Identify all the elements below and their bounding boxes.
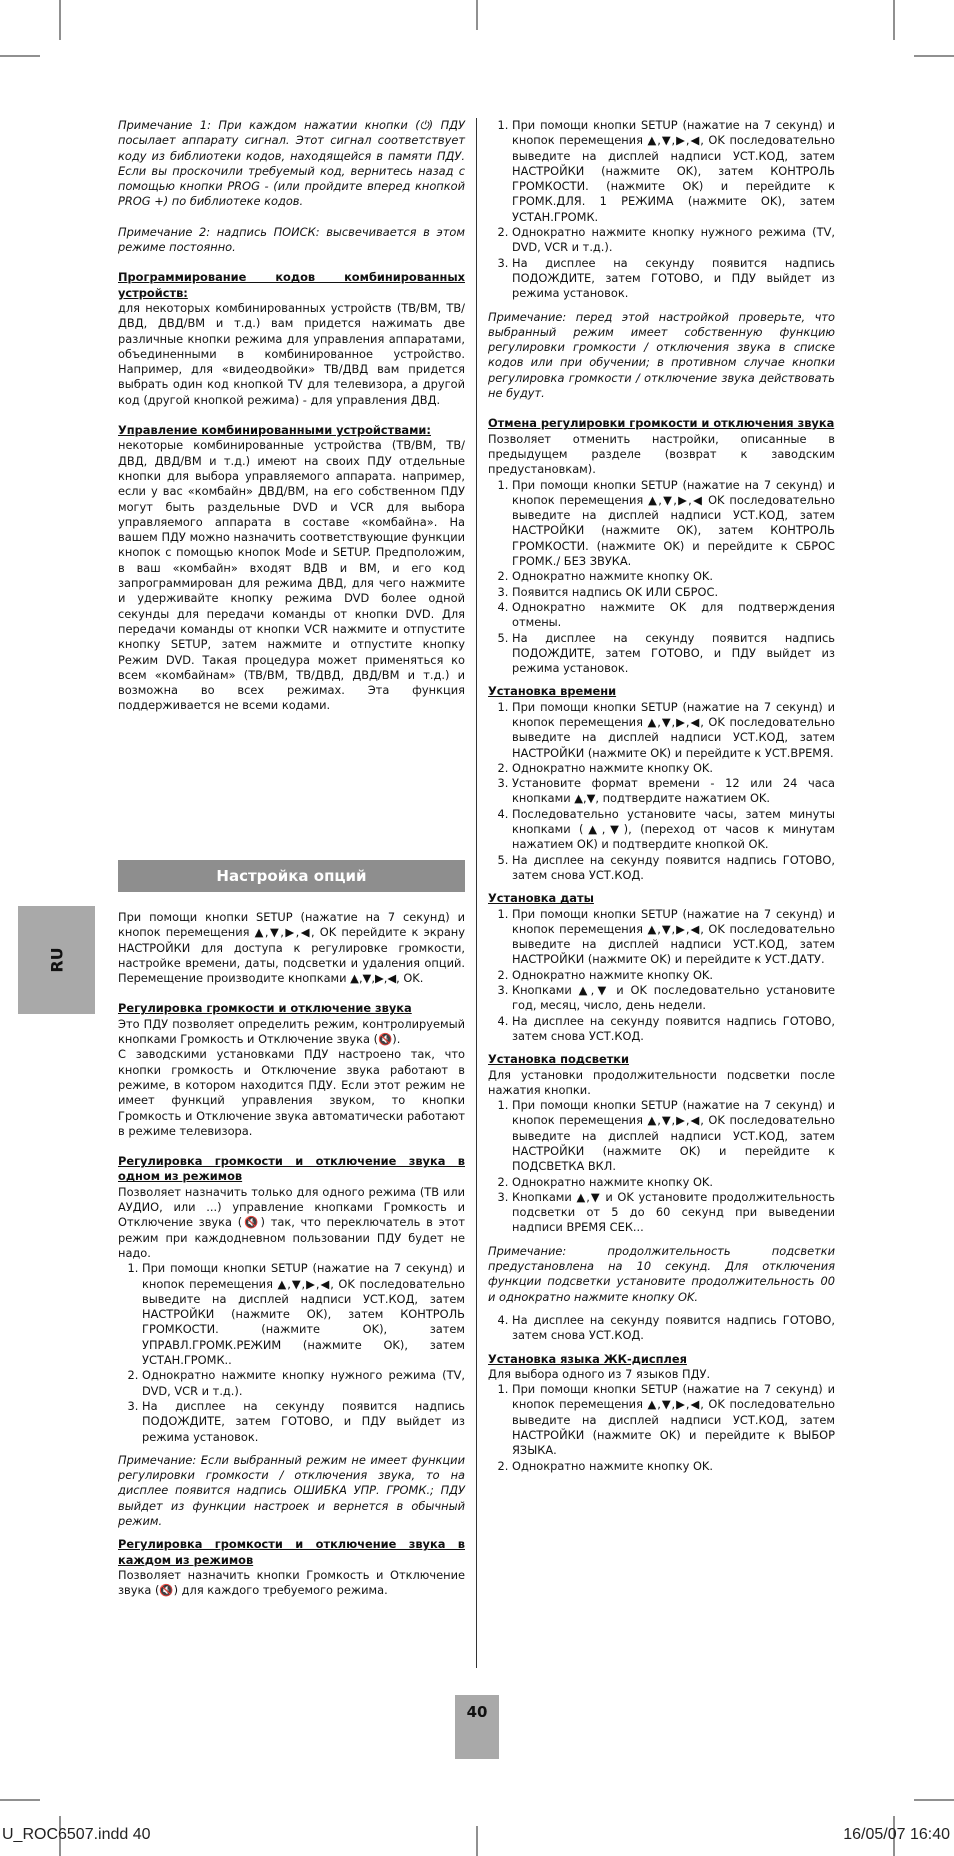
- vol-heading: Регулировка громкости и отключение звука: [118, 1001, 412, 1016]
- combo-ctrl-heading: Управление комбинированными устройствами:: [118, 423, 431, 438]
- list-item: 2. Однократно нажмите кнопку OK.: [512, 761, 835, 776]
- list-item: 4. На дисплее на секунду появится надпись ГОТОВО, затем снова УСТ.КОД.: [512, 1313, 835, 1344]
- list-item: 2. Однократно нажмите кнопку OK.: [512, 569, 835, 584]
- list-item: 1. При помощи кнопки SETUP (нажатие на 7 секунд) и кнопок перемещения ▲,▼,▶,◀, OK последовательно выведите на дисплей надписи УСТ.КОД, затем НАСТРОЙКИ (нажмите OK) и перейдите к УСТ.ВРЕМЯ.: [512, 700, 835, 761]
- note-1: Примечание 1: При каждом нажатии кнопки (⏻) ПДУ посылает аппарату сигнал. Этот сигнал соответствует коду из библиотеки кодов, находящейся в памяти ПДУ. Если вы проскочили требуемый код, вернитесь назад с помощью кнопки PROG - (или пройдите вперед кнопкой PROG +) по библиотеке кодов.: [118, 118, 465, 209]
- one-mode-note: Примечание: Если выбранный режим не имеет функции регулировки громкости / отключения звука, то на дисплее появится надпись ОШИБКА УПР. ГРОМК.; ПДУ выйдет из функции настроек и вернется в обычный режим.: [118, 1452, 465, 1528]
- list-item: 3. Появится надпись OK ИЛИ СБРОС.: [512, 585, 835, 600]
- date-heading: Установка даты: [488, 891, 594, 906]
- list-item: 4. На дисплее на секунду появится надпись ГОТОВО, затем снова УСТ.КОД.: [512, 1014, 835, 1045]
- cancel-steps: [488, 478, 835, 677]
- each-mode-note: Примечание: перед этой настройкой проверьте, что выбранный режим имеет собственную функцию регулировки громкости / отключения звука в списке кодов или при обучении; в противном случае кнопки регулировка громкости / отключение звука действовать не будут.: [488, 309, 835, 401]
- combo-ctrl-text: некоторые комбинированные устройства (ТВ/ВМ, ТВ/ДВД, ДВД/ВМ и т.д.) имеют на своих ПДУ отдельные кнопки для выбора управляемого аппарата. например, если у вас «комбайн» ДВД/ВМ, на его собственном ПДУ могут быть раздельные DVD и VCR для выбора управляемого аппарата в составе «комбайна». На вашем ПДУ можно назначить соответствующие функции кнопок с помощью кнопок Mode и SETUP. Предположим, в ваш «комбайн» входят ВДВ и ВМ, и его код запрограммирован для режима ДВД, для чего нажмите и удерживайте кнопку режима DVD более одной секунды для передачи команды от кнопки DVD. Для передачи команды от кнопки VCR нажмите и отпустите кнопку SETUP, затем нажмите и отпустите кнопку Режим DVD. Такая процедура может применяться ко всем «комбайнам» (ТВ/ВМ, ТВ/ДВД, ДВД/ВМ и т.д.) и возможна во всех режимах. Эта функция поддерживается не всеми кодами.: [118, 438, 465, 713]
- footer-timestamp: 16/05/07 16:40: [843, 1826, 950, 1843]
- one-mode-heading: Регулировка громкости и отключение звука в одном из режимов: [118, 1154, 465, 1184]
- language-heading: Установка языка ЖК-дисплея: [488, 1351, 687, 1366]
- each-mode-heading: Регулировка громкости и отключение звука в каждом из режимов: [118, 1537, 465, 1567]
- combo-prog-text: для некоторых комбинированных устройств (ТВ/ВМ, ТВ/ДВД, ДВД/ВМ и т.д.) вам придется нажимать две различные кнопки режима для управления аппаратами, объединенными в комбинированное устройство. Например, для «видеодвойки» ТВ/ДВД вам придется выбрать один код кнопкой TV для телевизора, а другой код (другой кнопкой режима) - для управления ДВД.: [118, 300, 465, 407]
- one-mode-text: Позволяет назначить только для одного режима (ТВ или АУДИО, или ...) управление кнопками Громкость и Отключение звука (🔇) так, что переключатель в этот режим при каждодневном пользовании ПДУ будет не надо.: [118, 1184, 465, 1260]
- list-item: 2. Однократно нажмите кнопку OK.: [512, 1459, 835, 1474]
- note-2: Примечание 2: надпись ПОИСК: высвечивается в этом режиме постоянно.: [118, 224, 465, 255]
- list-item: 4. Однократно нажмите OK для подтверждения отмены.: [512, 600, 835, 631]
- list-item: 5. На дисплее на секунду появится надпись ПОДОЖДИТЕ, затем ГОТОВО, и ПДУ выйдет из режима установок.: [512, 631, 835, 677]
- language-tab-label: RU: [47, 947, 66, 973]
- language-text: Для выбора одного из 7 языков ПДУ.: [488, 1366, 711, 1381]
- column-divider: [476, 118, 477, 1668]
- right-column: [488, 118, 835, 1474]
- list-item: 3. На дисплее на секунду появится надпись ПОДОЖДИТЕ, затем ГОТОВО, и ПДУ выйдет из режима установок.: [512, 256, 835, 302]
- list-item: 5. На дисплее на секунду появится надпись ГОТОВО, затем снова УСТ.КОД.: [512, 853, 835, 884]
- list-item: 1. При помощи кнопки SETUP (нажатие на 7 секунд) и кнопок перемещения ▲,▼,▶,◀, OK последовательно выведите на дисплей надписи УСТ.КОД, затем НАСТРОЙКИ (нажмите OK), затем КОНТРОЛЬ ГРОМКОСТИ. (нажмите OK), затем УПРАВЛ.ГРОМК.РЕЖИМ (нажмите OK), затем УСТАН.ГРОМК..: [142, 1261, 465, 1368]
- list-item: 2. Однократно нажмите кнопку нужного режима (TV, DVD, VCR и т.д.).: [142, 1368, 465, 1399]
- time-steps: [488, 700, 835, 884]
- backlight-steps: [488, 1098, 835, 1236]
- page-number: 40: [466, 1703, 488, 1721]
- page-number-box: [455, 1695, 499, 1759]
- time-heading: Установка времени: [488, 684, 617, 699]
- list-item: 1. При помощи кнопки SETUP (нажатие на 7 секунд) и кнопок перемещения ▲,▼,▶,◀ OK последовательно выведите на дисплей надписи УСТ.КОД, затем НАСТРОЙКИ (нажмите OK), затем КОНТРОЛЬ ГРОМКОСТИ. (нажмите OK) и перейдите к СБРОС ГРОМК./ БЕЗ ЗВУКА.: [512, 478, 835, 570]
- list-item: 1. При помощи кнопки SETUP (нажатие на 7 секунд) и кнопок перемещения ▲,▼,▶,◀, OK последовательно выведите на дисплей надписи УСТ.КОД, затем НАСТРОЙКИ (нажмите OK), затем КОНТРОЛЬ ГРОМКОСТИ. (нажмите OK) и перейдите к ГРОМК.ДЛЯ. 1 РЕЖИМА (нажмите OK), затем УСТАН.ГРОМК.: [512, 118, 835, 225]
- section-banner: Настройка опций: [118, 860, 465, 892]
- list-item: 1. При помощи кнопки SETUP (нажатие на 7 секунд) и кнопок перемещения ▲,▼,▶,◀, OK последовательно выведите на дисплей надписи УСТ.КОД, затем НАСТРОЙКИ (нажмите OK) и перейдите к ПОДСВЕТКА ВКЛ.: [512, 1098, 835, 1174]
- list-item: 3. Кнопками ▲,▼ и OK установите продолжительность подсветки от 5 до 60 секунд при выведении надписи ВРЕМЯ СЕК...: [512, 1190, 835, 1236]
- list-item: 2. Однократно нажмите кнопку нужного режима (TV, DVD, VCR и т.д.).: [512, 225, 835, 256]
- list-item: 1. При помощи кнопки SETUP (нажатие на 7 секунд) и кнопок перемещения ▲,▼,▶,◀, OK последовательно выведите на дисплей надписи УСТ.КОД, затем НАСТРОЙКИ (нажмите OK) и перейдите к ВЫБОР ЯЗЫКА.: [512, 1382, 835, 1458]
- one-mode-steps: [118, 1261, 465, 1445]
- vol-text-1: Это ПДУ позволяет определить режим, контролируемый кнопками Громкость и Отключение звука (🔇).: [118, 1016, 465, 1047]
- backlight-text: Для установки продолжительности подсветки после нажатия кнопки.: [488, 1067, 835, 1097]
- date-steps: [488, 907, 835, 1045]
- list-item: 4. Последовательно установите часы, затем минуты кнопками (▲,▼), (переход от часов к минутам нажатием OK) и подтвердите кнопкой OK.: [512, 807, 835, 853]
- list-item: 3. Кнопками ▲,▼ и OK последовательно установите год, месяц, число, день недели.: [512, 983, 835, 1014]
- backlight-heading: Установка подсветки: [488, 1052, 630, 1067]
- cancel-heading: Отмена регулировки громкости и отключения звука: [488, 416, 835, 431]
- options-intro: При помощи кнопки SETUP (нажатие на 7 секунд) и кнопок перемещения ▲,▼,▶,◀, OK перейдите к экрану НАСТРОЙКИ для доступа к регулировке громкости, настройке времени, даты, подсветки и удаления опций. Перемещение производите кнопками ▲,▼,▶,◀, OK.: [118, 910, 465, 986]
- backlight-note: Примечание: продолжительность подсветки предустановлена на 10 секунд. Для отключения функции подсветки установите продолжительность 00 и однократно нажмите кнопку OK.: [488, 1243, 835, 1304]
- list-item: 2. Однократно нажмите кнопку OK.: [512, 1175, 835, 1190]
- language-steps: [488, 1382, 835, 1474]
- list-item: 3. Установите формат времени - 12 или 24 часа кнопками ▲,▼, подтвердите нажатием OK.: [512, 776, 835, 807]
- list-item: 2. Однократно нажмите кнопку OK.: [512, 968, 835, 983]
- list-item: 3. На дисплее на секунду появится надпись ПОДОЖДИТЕ, затем ГОТОВО, и ПДУ выйдет из режима установок.: [142, 1399, 465, 1445]
- left-column: [118, 118, 465, 714]
- cancel-text: Позволяет отменить настройки, описанные в предыдущем разделе (возврат к заводским предустановкам).: [488, 431, 835, 477]
- language-tab: [18, 906, 95, 1014]
- vol-text-2: С заводскими установками ПДУ настроено так, что кнопки громкость и Отключение звука работают в режиме, в котором находится ПДУ. Если этот режим не имеет функций управления звуком, то кнопки Громкость и Отключение звука автоматически работают в режиме телевизора.: [118, 1047, 465, 1138]
- left-column-lower: [118, 910, 465, 1598]
- footer-file: U_ROC6507.indd 40: [2, 1826, 151, 1843]
- each-mode-steps: [488, 118, 835, 302]
- combo-prog-heading: Программирование кодов комбинированных устройств:: [118, 270, 465, 300]
- list-item: 1. При помощи кнопки SETUP (нажатие на 7 секунд) и кнопок перемещения ▲,▼,▶,◀, OK последовательно выведите на дисплей надписи УСТ.КОД, затем НАСТРОЙКИ (нажмите OK) и перейдите к УСТ.ДАТУ.: [512, 907, 835, 968]
- each-mode-text: Позволяет назначить кнопки Громкость и Отключение звука (🔇) для каждого требуемого режима.: [118, 1567, 465, 1598]
- backlight-step-4: [488, 1313, 835, 1344]
